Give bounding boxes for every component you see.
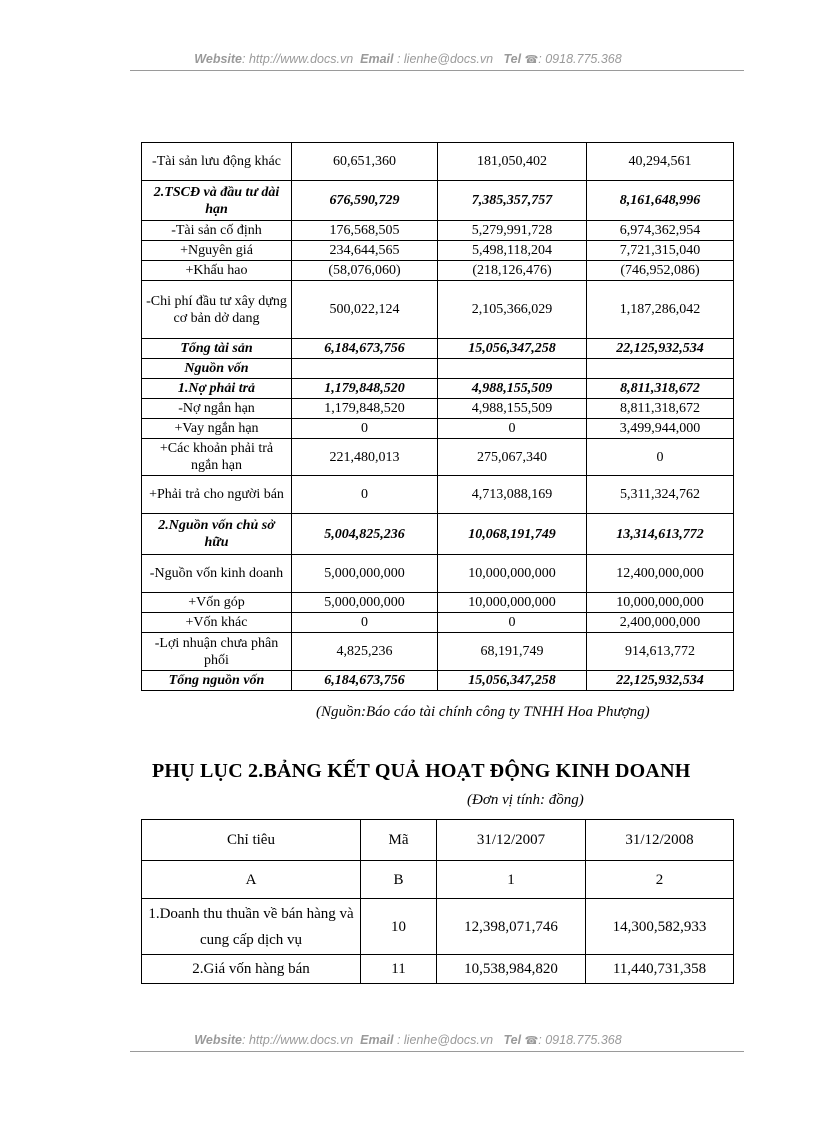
header-cell: 31/12/2007 (437, 820, 586, 861)
appendix-title: PHỤ LỤC 2.BẢNG KẾT QUẢ HOẠT ĐỘNG KINH DOANH (152, 760, 691, 782)
row-value: 2,400,000,000 (587, 613, 734, 633)
row-value: 221,480,013 (292, 439, 438, 476)
table-row (142, 899, 734, 955)
row-label: +Vốn khác (142, 613, 292, 633)
subheader-cell: B (361, 861, 437, 899)
row-value (292, 359, 438, 379)
subheader-cell: 2 (586, 861, 734, 899)
row-value: 8,161,648,996 (587, 181, 734, 221)
row-value: 4,825,236 (292, 633, 438, 671)
page-footer (0, 1033, 816, 1047)
row-value: 7,385,357,757 (438, 181, 587, 221)
balance-sheet-table (141, 142, 734, 691)
row-value: 0 (292, 476, 438, 514)
website-label: Website (194, 52, 242, 66)
website-value[interactable]: : http://www.docs.vn (242, 52, 354, 66)
row-label: 2.Nguồn vốn chủ sở hữu (142, 514, 292, 555)
row-value: 8,811,318,672 (587, 379, 734, 399)
table-row (142, 359, 734, 379)
row-value: (746,952,086) (587, 261, 734, 281)
row-value: 5,000,000,000 (292, 593, 438, 613)
row-value: 176,568,505 (292, 221, 438, 241)
row-label: 2.TSCĐ và đầu tư dài hạn (142, 181, 292, 221)
row-label: Tổng tài sản (142, 339, 292, 359)
row-value: (218,126,476) (438, 261, 587, 281)
row-value: 5,279,991,728 (438, 221, 587, 241)
row-value: 0 (587, 439, 734, 476)
row-label: 2.Giá vốn hàng bán (142, 955, 361, 984)
row-value: 3,499,944,000 (587, 419, 734, 439)
table-subheader-row (142, 861, 734, 899)
row-code: 11 (361, 955, 437, 984)
row-value: (58,076,060) (292, 261, 438, 281)
subheader-cell: 1 (437, 861, 586, 899)
header-cell: Chỉ tiêu (142, 820, 361, 861)
row-value: 181,050,402 (438, 143, 587, 181)
row-value: 4,988,155,509 (438, 399, 587, 419)
tel-label: Tel (503, 52, 522, 66)
table-row (142, 281, 734, 339)
row-value: 0 (438, 613, 587, 633)
source-note: (Nguồn:Báo cáo tài chính công ty TNHH Hoa Phượng) (316, 704, 650, 720)
row-value: 22,125,932,534 (587, 339, 734, 359)
row-value: 1,187,286,042 (587, 281, 734, 339)
row-value (587, 359, 734, 379)
row-label: Nguồn vốn (142, 359, 292, 379)
row-value: 1,179,848,520 (292, 379, 438, 399)
table-row (142, 514, 734, 555)
table-row (142, 261, 734, 281)
unit-note: (Đơn vị tính: đồng) (467, 792, 584, 808)
row-label: -Tài sản lưu động khác (142, 143, 292, 181)
website-label: Website (194, 1033, 242, 1047)
row-value (438, 359, 587, 379)
row-value: 4,713,088,169 (438, 476, 587, 514)
row-value: 275,067,340 (438, 439, 587, 476)
row-value: 5,498,118,204 (438, 241, 587, 261)
row-value: 68,191,749 (438, 633, 587, 671)
row-value: 5,311,324,762 (587, 476, 734, 514)
row-label: +Phải trả cho người bán (142, 476, 292, 514)
table-row (142, 555, 734, 593)
row-label: -Tài sản cố định (142, 221, 292, 241)
row-value: 1,179,848,520 (292, 399, 438, 419)
table-row (142, 181, 734, 221)
row-value: 10,538,984,820 (437, 955, 586, 984)
row-code: 10 (361, 899, 437, 955)
row-label: +Vay ngắn hạn (142, 419, 292, 439)
table-row (142, 593, 734, 613)
row-label: +Các khoản phải trả ngắn hạn (142, 439, 292, 476)
row-value: 10,068,191,749 (438, 514, 587, 555)
row-value: 234,644,565 (292, 241, 438, 261)
row-value: 6,184,673,756 (292, 671, 438, 691)
table-row (142, 955, 734, 984)
table-header-row (142, 820, 734, 861)
row-value: 13,314,613,772 (587, 514, 734, 555)
email-label: Email (360, 52, 394, 66)
row-label: -Nguồn vốn kinh doanh (142, 555, 292, 593)
row-value: 22,125,932,534 (587, 671, 734, 691)
row-value: 10,000,000,000 (438, 555, 587, 593)
row-value: 6,974,362,954 (587, 221, 734, 241)
row-value: 15,056,347,258 (438, 339, 587, 359)
row-value: 5,000,000,000 (292, 555, 438, 593)
row-value: 5,004,825,236 (292, 514, 438, 555)
row-label: +Vốn góp (142, 593, 292, 613)
row-label: 1.Nợ phải trả (142, 379, 292, 399)
row-value: 0 (292, 613, 438, 633)
table-row (142, 221, 734, 241)
phone-icon: ☎ (524, 54, 539, 66)
row-value: 914,613,772 (587, 633, 734, 671)
row-label: -Chi phí đầu tư xây dựng cơ bản dở dang (142, 281, 292, 339)
row-value: 10,000,000,000 (587, 593, 734, 613)
page-header-top (0, 52, 816, 66)
row-value: 2,105,366,029 (438, 281, 587, 339)
row-label: +Khấu hao (142, 261, 292, 281)
row-value: 6,184,673,756 (292, 339, 438, 359)
row-value: 40,294,561 (587, 143, 734, 181)
table-row (142, 633, 734, 671)
table-row (142, 439, 734, 476)
row-value: 0 (292, 419, 438, 439)
subheader-cell: A (142, 861, 361, 899)
row-value: 15,056,347,258 (438, 671, 587, 691)
row-label: Tổng nguồn vốn (142, 671, 292, 691)
row-value: 676,590,729 (292, 181, 438, 221)
row-label: +Nguyên giá (142, 241, 292, 261)
row-value: 10,000,000,000 (438, 593, 587, 613)
tel-value: : 0918.775.368 (538, 52, 622, 66)
table-row (142, 613, 734, 633)
header-cell: Mã (361, 820, 437, 861)
row-value: 12,398,071,746 (437, 899, 586, 955)
table-row (142, 419, 734, 439)
website-value[interactable]: : http://www.docs.vn (242, 1033, 354, 1047)
table-row (142, 476, 734, 514)
phone-icon: ☎ (524, 1035, 539, 1047)
tel-label: Tel (503, 1033, 522, 1047)
row-value: 7,721,315,040 (587, 241, 734, 261)
row-value: 8,811,318,672 (587, 399, 734, 419)
header-divider (130, 70, 744, 71)
row-label: -Nợ ngắn hạn (142, 399, 292, 419)
tel-value: : 0918.775.368 (538, 1033, 622, 1047)
row-label: 1.Doanh thu thuần về bán hàng và cung cấp dịch vụ (142, 899, 361, 955)
row-value: 0 (438, 419, 587, 439)
row-value: 12,400,000,000 (587, 555, 734, 593)
row-label: -Lợi nhuận chưa phân phối (142, 633, 292, 671)
table-row (142, 143, 734, 181)
row-value: 11,440,731,358 (586, 955, 734, 984)
table-row (142, 339, 734, 359)
row-value: 500,022,124 (292, 281, 438, 339)
footer-divider (130, 1051, 744, 1052)
table-row (142, 241, 734, 261)
email-value[interactable]: : lienhe@docs.vn (393, 1033, 494, 1047)
email-label: Email (360, 1033, 394, 1047)
table-row (142, 671, 734, 691)
header-cell: 31/12/2008 (586, 820, 734, 861)
row-value: 60,651,360 (292, 143, 438, 181)
row-value: 4,988,155,509 (438, 379, 587, 399)
row-value: 14,300,582,933 (586, 899, 734, 955)
table-row (142, 399, 734, 419)
income-statement-table (141, 819, 734, 984)
table-row (142, 379, 734, 399)
email-value[interactable]: : lienhe@docs.vn (393, 52, 494, 66)
